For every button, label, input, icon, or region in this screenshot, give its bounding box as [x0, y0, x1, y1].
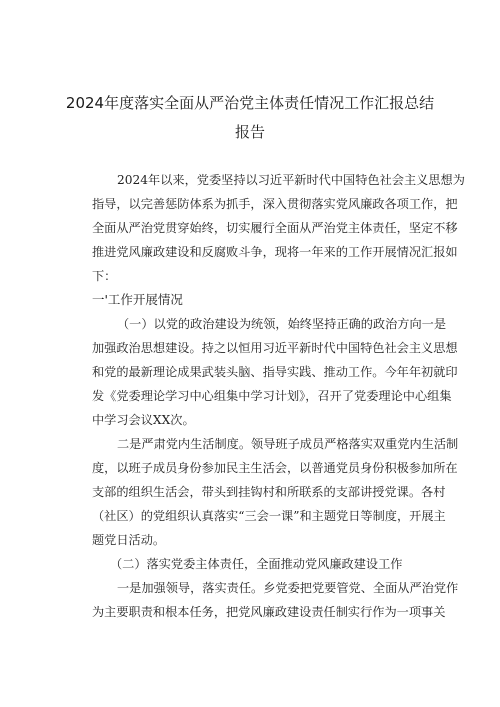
section-heading: 一'工作开展情况 — [92, 292, 183, 307]
paragraph-line: 和党的最新理论成果武装头脑、指导实践、推动工作。今年年初就印 — [92, 365, 458, 379]
document-title-line-1: 2024年度落实全面从严治党主体责任情况工作汇报总结 — [65, 94, 435, 112]
paragraph-line: 二是严肃党内生活制度。领导班子成员严格落实双重党内生活制 — [117, 437, 459, 451]
paragraph-line: 指导，以完善惩防体系为抓手，深入贯彻落实党风廉政各项工作，把 — [92, 197, 458, 211]
paragraph-line: 推进党风廉政建设和反腐败斗争，现将一年来的工作开展情况汇报如 — [92, 245, 458, 259]
paragraph-line: （一）以党的政治建设为统领，始终坚持正确的政治方向一是 — [117, 317, 447, 331]
paragraph-line: 为主要职责和根本任务，把党风廉政建设责任制实行作为一项事关 — [92, 605, 446, 619]
paragraph-line: 全面从严治党贯穿始终，切实履行全面从严治党主体责任，坚定不移 — [92, 221, 458, 235]
paragraph-line: 度，以班子成员身份参加民主生活会，以普通党员身份积极参加所在 — [92, 461, 458, 475]
paragraph-line: 题党日活动。 — [92, 533, 166, 547]
paragraph-line: （社区）的党组织认真落实“三会一课”和主题党日等制度，开展主 — [92, 509, 446, 523]
paragraph-line: 一是加强领导，落实责任。乡党委把党要管党、全面从严治党作 — [117, 581, 459, 595]
paragraph-line: 加强政治思想建设。持之以恒用习近平新时代中国特色社会主义思想 — [92, 341, 458, 355]
paragraph-line: 2024年以来，党委坚持以习近平新时代中国特色社会主义思想为 — [117, 173, 465, 187]
paragraph-line: 下： — [92, 269, 117, 283]
subsection-heading: （二）落实党委主体责任，全面推动党风廉政建设工作 — [110, 557, 403, 571]
paragraph-line: 发《党委理论学习中心组集中学习计划》，召开了党委理论中心组集 — [92, 389, 452, 403]
document-title-line-2: 报告 — [234, 123, 265, 141]
paragraph-line: 中学习会议XX次。 — [92, 413, 195, 427]
paragraph-line: 支部的组织生活会，带头到挂钩村和所联系的支部讲授党课。各村 — [92, 485, 446, 499]
